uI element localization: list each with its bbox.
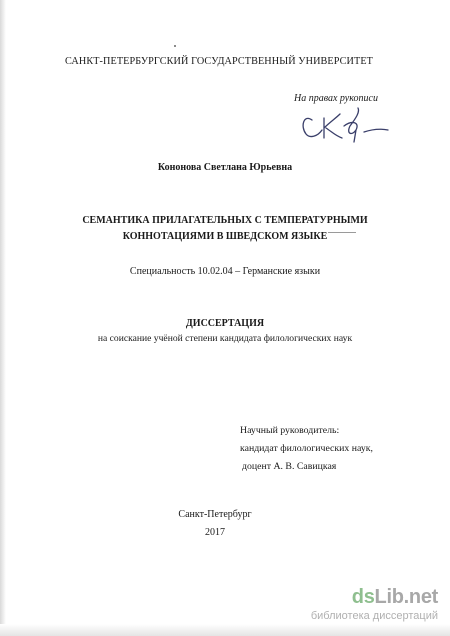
logo-ds: ds: [351, 586, 375, 608]
supervisor-degree: кандидат филологических наук,: [240, 443, 373, 454]
logo-net: .net: [403, 586, 438, 608]
document-type: ДИССЕРТАЦИЯ: [185, 318, 265, 329]
author-name: Кононова Светлана Юрьевна: [157, 162, 293, 173]
title-line-1: СЕМАНТИКА ПРИЛАГАТЕЛЬНЫХ С ТЕМПЕРАТУРНЫМИ: [82, 215, 368, 226]
dslib-logo: [352, 586, 438, 609]
university-name: САНКТ-ПЕТЕРБУРГСКИЙ ГОСУДАРСТВЕННЫЙ УНИВЕРСИТЕТ: [65, 56, 373, 67]
city: Санкт-Петербург: [178, 509, 252, 520]
specialty-line: Специальность 10.02.04 – Германские языки: [129, 266, 321, 277]
scan-speck: [174, 45, 176, 47]
dslib-watermark: [268, 586, 446, 630]
handwritten-signature: [298, 104, 390, 144]
logo-lib: Lib: [374, 586, 404, 608]
rights-note: На правах рукописи: [294, 93, 378, 104]
year: 2017: [205, 527, 225, 538]
dslib-subtitle: библиотека диссертаций: [310, 610, 438, 622]
dissertation-title: [60, 213, 390, 245]
supervisor-name: доцент А. В. Савицкая: [242, 461, 337, 472]
supervisor-heading: Научный руководитель:: [240, 425, 340, 436]
title-line-2: КОННОТАЦИЯМИ В ШВЕДСКОМ ЯЗЫКЕ: [122, 231, 328, 242]
degree-line: на соискание учёной степени кандидата филологических наук: [97, 333, 353, 344]
supervisor-block: [240, 422, 373, 476]
